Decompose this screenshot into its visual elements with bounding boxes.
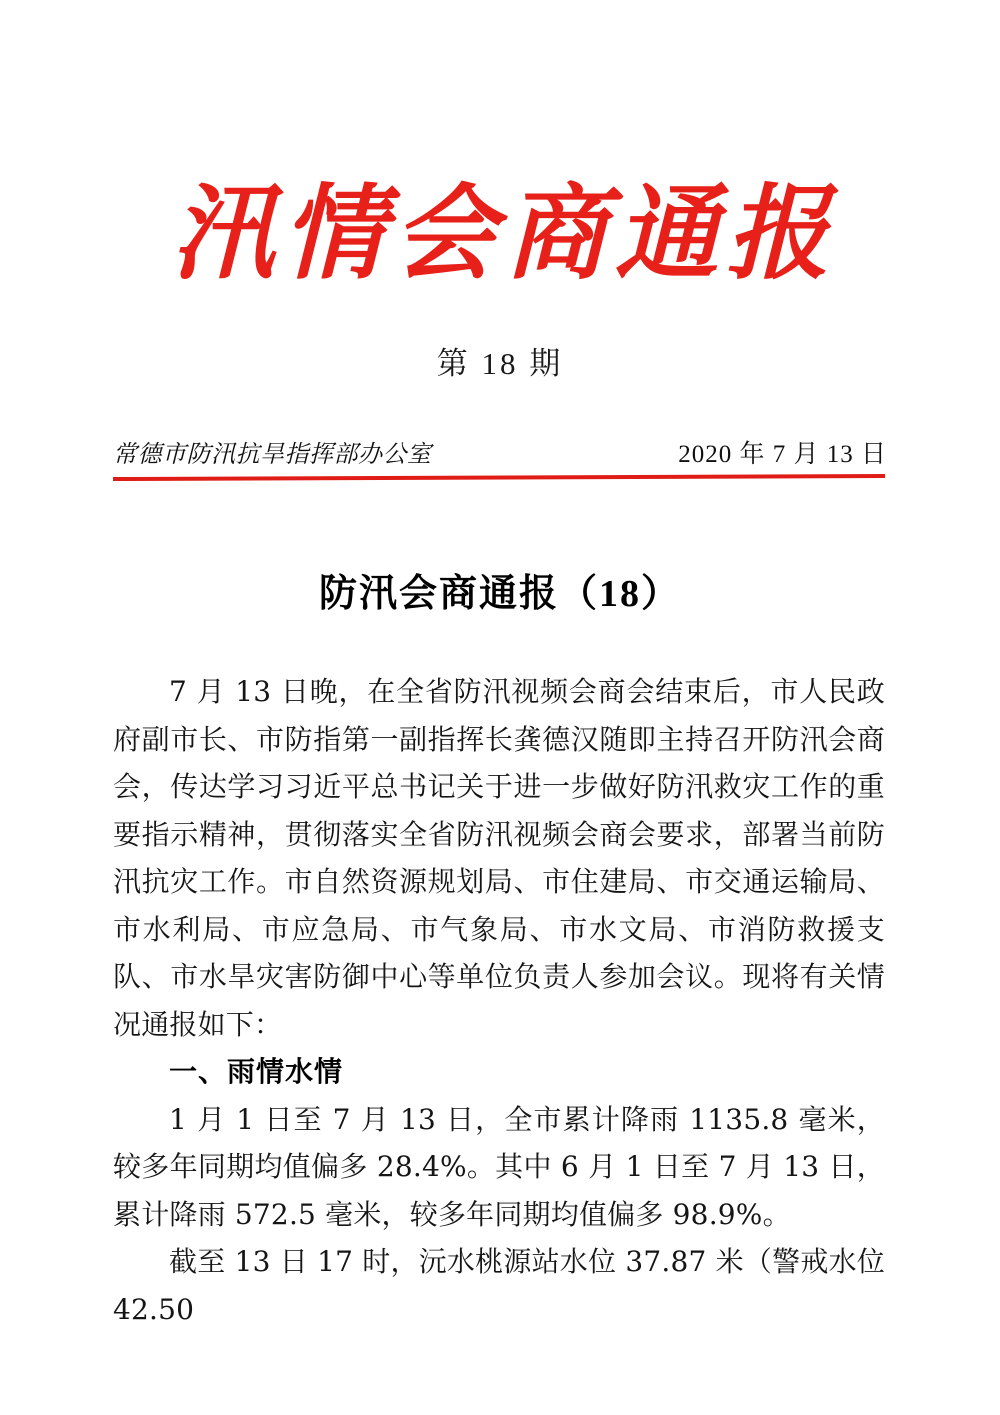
red-separator-rule bbox=[113, 474, 885, 481]
masthead-title: 汛情会商通报 bbox=[171, 173, 837, 294]
issuing-office: 常德市防汛抗旱指挥部办公室 bbox=[113, 440, 432, 468]
body-paragraph-1: 7 月 13 日晚，在全省防汛视频会商会结束后，市人民政府副市长、市防指第一副指挥长龚德汉随即主持召开防汛会商会，传达学习习近平总书记关于进一步做好防汛救灾工作的重要指示精神，贯彻落实全省防汛视频会商会要求，部署当前防汛抗灾工作。市自然资源规划局、市住建局、市交通运输局、市水利局、市应急局、市气象局、市水文局、市消防救援支队、市水旱灾害防御中心等单位负责人参加会议。现将有关情况通报如下： bbox=[113, 675, 885, 1041]
body-paragraph-2: 1 月 1 日至 7 月 13 日，全市累计降雨 1135.8 毫米，较多年同期均值偏多 28.4%。其中 6 月 1 日至 7 月 13 日，累计降雨 572.5 毫米，较多年同期均值偏多 98.9%。 bbox=[113, 1102, 885, 1231]
issuer-date-row bbox=[113, 434, 887, 468]
document-body bbox=[113, 668, 885, 1333]
section-heading-1: 一、雨情水情 bbox=[169, 1056, 344, 1087]
issue-date: 2020 年 7 月 13 日 bbox=[678, 441, 887, 468]
body-paragraph-3: 截至 13 日 17 时，沅水桃源站水位 37.87 米（警戒水位 42.50 bbox=[113, 1245, 885, 1326]
issue-number: 第 18 期 bbox=[436, 346, 564, 381]
document-title: 防汛会商通报（18） bbox=[318, 573, 681, 615]
